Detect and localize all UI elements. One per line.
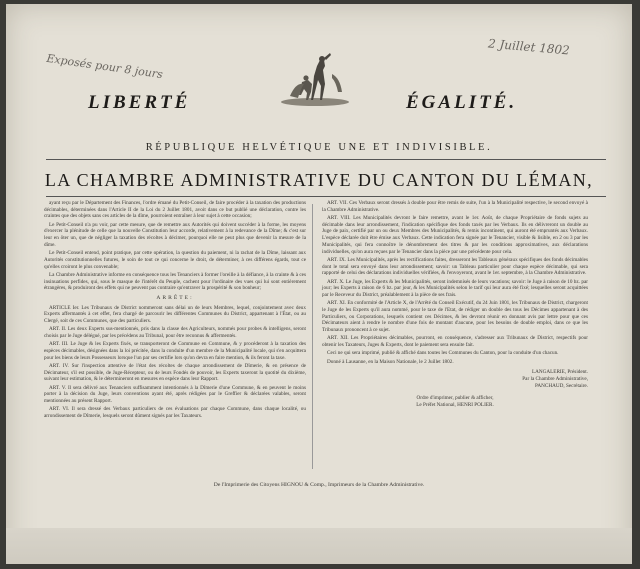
article-paragraph: ART. VI. Il sera dressé des Verbaux particuliers de ces évaluations par chaque Commune, dans chaque localité, ou arrondissement de Dîmerie, lesquels seront dûment signés par les Taxateurs. [44,406,306,420]
right-column [322,200,588,409]
handwritten-date: 2 Juillet 1802 [487,36,571,58]
date-place-line: Donné à Lausanne, en la Maison Nationale, le 2 Juillet 1802. [327,358,454,365]
signature-secretary: PANCHAUD, Secrétaire. [535,382,588,389]
printer-imprint: De l'Imprimerie des Citoyens HIGNOU & Comp., Imprimeurs de la Chambre Administrative. [213,482,425,488]
heading-divider [46,159,606,160]
article-paragraph: ART. XII. Les Propriétaires décimables, pourront, en conséquence, s'adresser aux Tribunaux de District, respectifs pour obtenir les Taxateurs, Juges & Experts, dont le paiement sera ensuite fait. [322,335,588,349]
intro-paragraph: Le Petit-Conseil entend, point pratique, par cette opération, la question du paiement, ni la rachat de la Dîme, laissant aux Autorités constitutionnelles futures, le soin de tout ce qui concerne le droit, de déterminer, à ces différens égards, tout ce qu'elles croiront le plus convenable; [44,250,306,270]
article-paragraph: ART. II. Les deux Experts sus-mentionnés, pris dans la classe des Agriculteurs, nommés pour probes & intelligens, seront choisis par le Juge délégué, par les précédens au Tribunal, pour être reconnus & affermentés. [44,326,306,340]
document-title: LA CHAMBRE ADMINISTRATIVE DU CANTON DU LÉMAN, [44,170,594,190]
arrete-heading: ARRÊTE: [156,294,194,301]
article-paragraph: ARTICLE Ier. Les Tribunaux de District nommeront sans délai un de leurs Membres, lequel, conjointement avec deux Experts affermantés à cet effet, fera chargé de parcourir les différentes Communes du District, appartenant à l'État, ou au Clergé, soit de ces Communes, que des particuliers. [44,304,306,325]
allegory-vignette-icon [276,52,354,108]
signature-body: Par la Chambre Administrative, [522,376,588,383]
article-paragraph: ART. III. Le Juge & les Experts fixés, se transporteront de Commune en Commune, & y procéderont à la taxation des espèces décimables, désignées dans la loi précitée, dans la conduite d'un membre de la Municipalité locale, qui s'en acquittera pour les biens de leurs Possesseurs lorsque l'un par ses certifie lors qu'on devra en faire mention, & ils feront la taxe. [44,341,306,361]
intro-paragraph: Le Petit-Conseil n'a pu voir, par cette mesure, que de remettre aux Autorités qui doivent succéder à la forme, les moyens d'exercer la plénitude de celle que la nouvelle Constitution leur accorde, relativement à la redevance de la Dîme; & c'est sur leur en ôter un, que de négliger la taxation des récoltes à décimer, pourquoi elle ne peut plus que devenir la mesure de la dîme. [44,221,306,248]
article-paragraph: ART. X. Le Juge, les Experts & les Municipalités, seront indemnisés de leurs vacations; savoir: le Juge à raison de 10 bz. par jour; les Experts à raison de 6 bz. par jour, & les Municipalités selon le tarif qui leur aura été fixé; lesquelles seront acquittées par le Receveur du District, préalablement à la pièce de ses frais. [322,278,588,298]
intro-paragraph: ayant reçu par le Département des Finances, l'ordre émané du Petit-Conseil, de faire procéder à la taxation des productions décimables, déterminées dans l'Article II de la Loi du 2 Juillet 1801, avoit dans ce but publié une déclaration, contre les craintes que des objets sans ces articles de la dîme, pourroient entraîner à leur sujet à cette occasion; [44,200,306,220]
article-paragraph: ART. VII. Ces Verbaux seront dressés à double pour être remis de suite, l'un à la Municipalité respective, le second envoyé à la Chambre Administrative. [322,200,588,213]
intro-paragraph: La Chambre Administrative informe en conséquence tous les Tenanciers à former l'oreille à la défiance, à la crainte & à ces insinuations perfides, qui, sous le masque de l'intérêt du Peuple, cachent pour l'ordinaire des vues qui lui sont entièrement étrangères, & produiront des effets qui ne peuvent pas contraire qu'entraver la prospérité & son bonheur; [44,271,306,292]
order-block [322,395,588,408]
publication-paragraph: Ceci ne qui sera imprimé, publié & affiché dans toutes les Communes du Canton, pour la conduite d'un chacun. [327,350,559,357]
signature-block [322,369,588,389]
signature-president: LANGALERIE, Président. [531,369,588,376]
article-paragraph: ART. IX. Les Municipalités, après les rectifications faites, dresseront les Tableaux généraux spécifiques des fonds décimables dont le total sera envoyé dans leur arrondissement; savoir: un Tableau particulier pour chaque espèce décimable, qui sera rapporté de celui des déclarations individuelles vérifiées, & l'envoyeront, avant le 1er. septembre, à la Chambre Administrative. [322,256,588,277]
article-paragraph: ART. VIII. Les Municipalités devront le faire remettre, avant le 1er. Août, de chaque Propriétaire de fonds sujets au décimable dans leur arrondissement, l'indication spécifique des fonds taxés par les Verbaux. Ils en délivreront un double au Juge de paix, certifié par un ou deux Membres des Municipalités, & remis incontinent, qui auront été empruntés aux Verbaux. L'espèce déclarée doit être émise aux Verbaux. Cette indication fera signée par le Tenancier, visible & lisible, en 2 ou 3 par les Municipalités, qui fera connoître le dénombrement des titres & par les conditions approximatives, aux déclarations individuelles, qu'on aura reçues par le Tenancier dans la pièce par une précédente pour cela. [322,215,588,255]
left-column [44,200,306,421]
title-divider [46,196,606,197]
article-paragraph: ART. V. Il sera délivré aux Tenanciers suffisamment intentionnés à la Dîmerie d'une Commune, & en peuvent le moins porter à la décision du Juge, leurs conventions ayant été, après rédigées par le Greffier & déclarées valables, seront mentionnées au présent Rapport. [44,384,306,405]
handwritten-note-left: Exposés pour 8 jours [45,51,164,82]
paper-fold [6,528,632,564]
column-divider [312,204,313,469]
motto-liberte: LIBERTÉ [88,92,191,113]
document-sheet [6,4,632,564]
article-paragraph: ART. XI. En conformité de l'Article X, de l'Arrêté du Conseil Exécutif, du 24 Juin 1801, les Tribunaux de District, chargeront le Juge de les Experts qu'il aura nommé, pour le taxe de l'Etat, de rédiger un double des tous les Décimes appartenant à des Particuliers, ou Corporations, lesquels contient ces Décimes, & les devront réunir en donnant avis par lettre pour que ces Décimateurs aient à rendre le nombre d'une fois de montant d'aucune, pour les besoins de double emploi, dans ce que les Tribunaux prononcent à ce sujet. [322,300,588,334]
order-line: Ordre d'imprimer, publier & afficher, [416,395,494,402]
motto-egalite: ÉGALITÉ. [406,92,518,113]
republic-heading: RÉPUBLIQUE HELVÉTIQUE UNE ET INDIVISIBLE. [145,142,493,153]
prefect-line: Le Préfet National, HENRI POLIER. [416,402,494,409]
article-paragraph: ART. IV. Sur l'inspection attentive de l'état des récoltes de chaque arrondissement de Dîmerie, & en présence de Décimateur, s'il est possible, de Juge-Récepteur, ou de leurs Fondés de pouvoir, les Experts taxeront la quotité du dixième, suivant leur estimation, & le détermineront en mesures en espèce dans leur Rapport. [44,363,306,383]
